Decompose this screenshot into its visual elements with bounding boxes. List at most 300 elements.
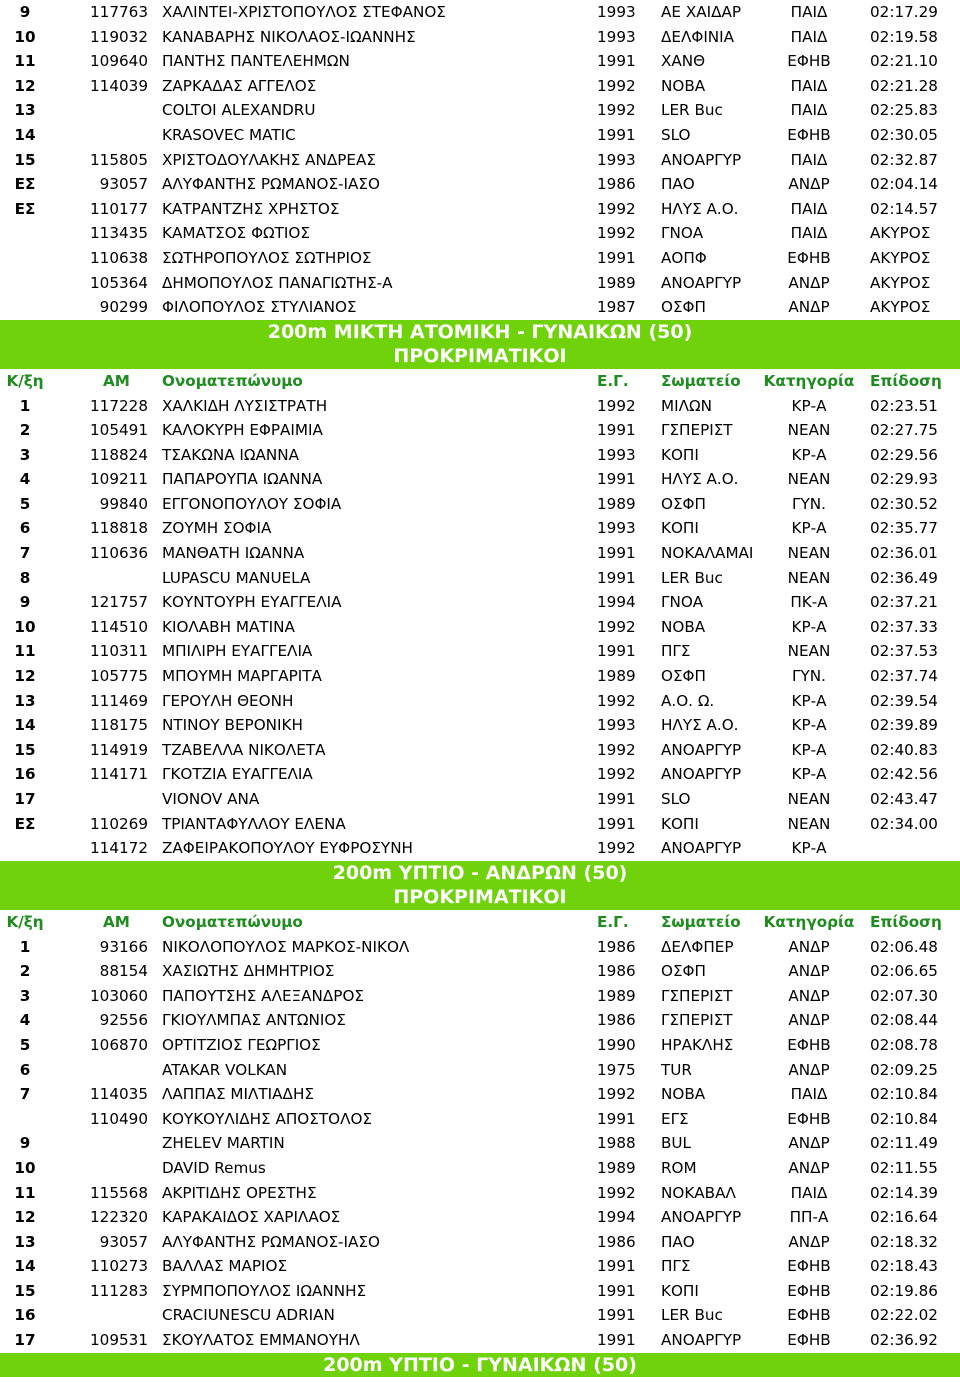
table-row — [0, 492, 960, 517]
cell-am: 93166 — [99, 937, 148, 956]
cell-am: 105491 — [90, 421, 148, 440]
cell-cat: ΕΦΗΒ — [787, 52, 831, 71]
cell-year: 1989 — [597, 273, 636, 292]
table-row — [0, 516, 960, 541]
cell-year: 1992 — [597, 1183, 636, 1202]
cell-am: 119032 — [90, 27, 148, 46]
cell-time: 02:18.32 — [870, 1232, 938, 1251]
cell-time: 02:39.54 — [870, 691, 938, 710]
section-2-subtitle: ΠΡΟΚΡΙΜΑΤΙΚΟΙ — [393, 886, 567, 909]
cell-club: ΟΣΦΠ — [661, 298, 706, 317]
section-1-subtitle: ΠΡΟΚΡΙΜΑΤΙΚΟΙ — [393, 345, 567, 368]
cell-club: ΠΑΟ — [661, 1232, 695, 1251]
cell-time: 02:10.84 — [870, 1085, 938, 1104]
cell-year: 1994 — [597, 593, 636, 612]
cell-cat: ΑΝΔΡ — [788, 1232, 830, 1251]
cell-rank: 7 — [19, 544, 31, 563]
cell-club: ΗΛΥΣ Α.Ο. — [661, 199, 739, 218]
cell-rank: 5 — [19, 494, 31, 513]
table-row — [0, 172, 960, 197]
cell-time: ΑΚΥΡΟΣ — [870, 273, 931, 292]
cell-time: 02:23.51 — [870, 396, 938, 415]
table-row — [0, 762, 960, 787]
cell-rank: 15 — [14, 1281, 36, 1300]
cell-time: 02:27.75 — [870, 421, 938, 440]
table-row — [0, 443, 960, 468]
cell-rank: ΕΣ — [14, 814, 36, 833]
col-am-header: ΑΜ — [103, 912, 130, 931]
cell-club: ΑΝΟΑΡΓΥΡ — [661, 740, 742, 759]
col-year-header: Ε.Γ. — [597, 912, 629, 931]
cell-time: 02:30.05 — [870, 125, 938, 144]
cell-time: 02:34.00 — [870, 814, 938, 833]
cell-cat: ΑΝΔΡ — [788, 962, 830, 981]
cell-rank: 3 — [19, 445, 31, 464]
cell-time: 02:08.78 — [870, 1035, 938, 1054]
cell-name: ΜΑΝΘΑΤΗ ΙΩΑΝΝΑ — [162, 544, 305, 563]
cell-year: 1992 — [597, 199, 636, 218]
cell-am: 117228 — [90, 396, 148, 415]
cell-rank: 17 — [14, 1331, 36, 1350]
cell-year: 1991 — [597, 1281, 636, 1300]
cell-am: 103060 — [90, 986, 148, 1005]
cell-cat: ΝΕΑΝ — [787, 568, 831, 587]
cell-time: 02:40.83 — [870, 740, 938, 759]
section-1-column-headers — [0, 369, 960, 394]
cell-year: 1991 — [597, 568, 636, 587]
cell-cat: ΚΡ-Α — [791, 519, 827, 538]
cell-rank: 8 — [19, 568, 31, 587]
cell-name: ΤΡΙΑΝΤΑΦΥΛΛΟΥ ΕΛΕΝΑ — [162, 814, 346, 833]
cell-name: ΓΚΟΤΖΙΑ ΕΥΑΓΓΕΛΙΑ — [162, 765, 313, 784]
table-row — [0, 984, 960, 1009]
cell-time: 02:06.48 — [870, 937, 938, 956]
cell-year: 1991 — [597, 814, 636, 833]
cell-time: 02:11.55 — [870, 1158, 938, 1177]
cell-name: ΚΑΡΑΚΑΙΔΟΣ ΧΑΡΙΛΑΟΣ — [162, 1208, 341, 1227]
cell-club: ΟΣΦΠ — [661, 667, 706, 686]
cell-rank: ΕΣ — [14, 175, 36, 194]
cell-rank: 9 — [19, 1134, 31, 1153]
cell-cat: ΑΝΔΡ — [788, 175, 830, 194]
cell-club: ΑΝΟΑΡΓΥΡ — [661, 1208, 742, 1227]
cell-rank: 10 — [14, 617, 36, 636]
cell-name: ΧΑΛΚΙΔΗ ΛΥΣΙΣΤΡΑΤΗ — [162, 396, 328, 415]
cell-year: 1988 — [597, 1134, 636, 1153]
table-row — [0, 197, 960, 222]
cell-am: 105364 — [90, 273, 148, 292]
cell-am: 118824 — [90, 445, 148, 464]
cell-club: ΠΑΟ — [661, 175, 695, 194]
cell-time: 02:06.65 — [870, 962, 938, 981]
cell-year: 1989 — [597, 1158, 636, 1177]
cell-year: 1993 — [597, 519, 636, 538]
cell-club: ΑΝΟΑΡΓΥΡ — [661, 1331, 742, 1350]
cell-club: ΝΟΒΑ — [661, 617, 706, 636]
cell-cat: ΠΑΙΔ — [790, 76, 828, 95]
cell-name: LUPASCU MANUELA — [162, 568, 311, 587]
table-row — [0, 394, 960, 419]
table-row — [0, 935, 960, 960]
cell-name: ΜΠΟΥΜΗ ΜΑΡΓΑΡΙΤΑ — [162, 667, 322, 686]
cell-club: ΟΣΦΠ — [661, 962, 706, 981]
cell-am: 88154 — [99, 962, 148, 981]
cell-rank: 12 — [14, 76, 36, 95]
cell-time: 02:37.33 — [870, 617, 938, 636]
table-row — [0, 25, 960, 50]
cell-club: ΕΓΣ — [661, 1109, 689, 1128]
cell-name: ΛΑΠΠΑΣ ΜΙΛΤΙΑΔΗΣ — [162, 1085, 314, 1104]
cell-year: 1987 — [597, 298, 636, 317]
cell-year: 1993 — [597, 716, 636, 735]
cell-cat: ΝΕΑΝ — [787, 790, 831, 808]
cell-year: 1992 — [597, 839, 636, 858]
cell-cat: ΠΑΙΔ — [790, 27, 828, 46]
cell-year: 1991 — [597, 470, 636, 489]
col-club-header: Σωματείο — [661, 912, 741, 931]
table-row — [0, 1254, 960, 1279]
cell-time: 02:36.92 — [870, 1331, 938, 1350]
table-row — [0, 1230, 960, 1255]
cell-cat: ΚΡ-Α — [791, 617, 827, 636]
cell-club: ΑΟΠΦ — [661, 248, 707, 267]
table-row — [0, 295, 960, 320]
cell-am: 114039 — [90, 76, 148, 95]
cell-am: 117763 — [90, 3, 148, 21]
cell-club: ΓΣΠΕΡΙΣΤ — [661, 986, 733, 1005]
cell-rank: 5 — [19, 1035, 31, 1054]
cell-time: 02:36.49 — [870, 568, 938, 587]
cell-time: 02:22.02 — [870, 1306, 938, 1325]
cell-rank: 4 — [19, 1011, 31, 1030]
cell-club: ΗΛΥΣ Α.Ο. — [661, 716, 739, 735]
cell-year: 1991 — [597, 1331, 636, 1350]
cell-rank: 15 — [14, 150, 36, 169]
table-row — [0, 467, 960, 492]
cell-rank: 7 — [19, 1085, 31, 1104]
cell-am: 105775 — [90, 667, 148, 686]
cell-am: 99840 — [99, 494, 148, 513]
cell-am: 122320 — [90, 1208, 148, 1227]
cell-name: ΚΑΜΑΤΣΟΣ ΦΩΤΙΟΣ — [162, 224, 310, 243]
cell-name: KRASOVEC MATIC — [162, 125, 296, 144]
cell-name: ΣΚΟΥΛΑΤΟΣ ΕΜΜΑΝΟΥΗΛ — [162, 1331, 360, 1350]
cell-rank: 14 — [14, 716, 36, 735]
cell-cat: ΓΥΝ. — [792, 494, 826, 513]
cell-club: ΗΛΥΣ Α.Ο. — [661, 470, 739, 489]
cell-rank: 6 — [19, 519, 31, 538]
section-1-title: 200m ΜΙΚΤΗ ΑΤΟΜΙΚΗ - ΓΥΝΑΙΚΩΝ (50) — [267, 320, 693, 343]
cell-year: 1989 — [597, 986, 636, 1005]
cell-rank: 12 — [14, 1208, 36, 1227]
cell-name: ΑΛΥΦΑΝΤΗΣ ΡΩΜΑΝΟΣ-ΙΑΣΟ — [162, 175, 380, 194]
cell-am: 114171 — [90, 765, 148, 784]
col-name-header: Ονοματεπώνυμο — [162, 371, 303, 390]
cell-cat: ΠΚ-Α — [790, 593, 828, 612]
table-row — [0, 418, 960, 443]
col-cat-header: Κατηγορία — [763, 912, 855, 931]
cell-year: 1991 — [597, 1306, 636, 1325]
cell-name: ΚΑΛΟΚΥΡΗ ΕΦΡΑΙΜΙΑ — [162, 421, 323, 440]
section-2-header — [0, 861, 960, 910]
table-row — [0, 836, 960, 861]
cell-club: SLO — [661, 790, 691, 808]
table-row — [0, 1303, 960, 1328]
cell-year: 1992 — [597, 691, 636, 710]
table-row — [0, 959, 960, 984]
cell-time: 02:18.43 — [870, 1257, 938, 1276]
cell-am: 110177 — [90, 199, 148, 218]
col-rank-header: Κ/ξη — [6, 912, 44, 931]
cell-time: 02:21.10 — [870, 52, 938, 71]
cell-name: ΣΩΤΗΡΟΠΟΥΛΟΣ ΣΩΤΗΡΙΟΣ — [162, 248, 372, 267]
table-row — [0, 1008, 960, 1033]
cell-rank: 17 — [14, 790, 36, 808]
cell-year: 1986 — [597, 1232, 636, 1251]
table-row — [0, 566, 960, 591]
cell-am: 109640 — [90, 52, 148, 71]
cell-club: ΜΙΛΩΝ — [661, 396, 712, 415]
cell-rank: 13 — [14, 691, 36, 710]
cell-club: TUR — [661, 1060, 692, 1079]
cell-am: 93057 — [99, 1232, 148, 1251]
table-row — [0, 148, 960, 173]
cell-am: 111469 — [90, 691, 148, 710]
col-time-header: Επίδοση — [870, 912, 942, 931]
cell-am: 114172 — [90, 839, 148, 858]
section-2-results — [0, 935, 960, 1353]
cell-time: 02:36.01 — [870, 544, 938, 563]
table-row — [0, 49, 960, 74]
cell-time: 02:11.49 — [870, 1134, 938, 1153]
cell-year: 1991 — [597, 1109, 636, 1128]
cell-rank: 11 — [14, 1183, 36, 1202]
cell-rank: 16 — [14, 1306, 36, 1325]
table-row — [0, 787, 960, 812]
cell-cat: ΠΑΙΔ — [790, 1085, 828, 1104]
cell-name: ΒΑΛΛΑΣ ΜΑΡΙΟΣ — [162, 1257, 288, 1276]
cell-club: ΝΟΒΑ — [661, 1085, 706, 1104]
cell-am: 118175 — [90, 716, 148, 735]
cell-am: 93057 — [99, 175, 148, 194]
cell-time: ΑΚΥΡΟΣ — [870, 248, 931, 267]
table-row — [0, 664, 960, 689]
cell-cat: ΑΝΔΡ — [788, 937, 830, 956]
table-row — [0, 639, 960, 664]
table-row — [0, 98, 960, 123]
cell-time: 02:19.86 — [870, 1281, 938, 1300]
cell-cat: ΝΕΑΝ — [787, 544, 831, 563]
cell-club: ΑΝΟΑΡΓΥΡ — [661, 839, 742, 858]
table-row — [0, 541, 960, 566]
cell-year: 1993 — [597, 150, 636, 169]
cell-name: DAVID Remus — [162, 1158, 266, 1177]
cell-time: 02:08.44 — [870, 1011, 938, 1030]
cell-am: 113435 — [90, 224, 148, 243]
cell-cat: ΝΕΑΝ — [787, 642, 831, 661]
cell-cat: ΕΦΗΒ — [787, 1331, 831, 1350]
cell-cat: ΚΡ-Α — [791, 716, 827, 735]
cell-time: 02:17.29 — [870, 3, 938, 21]
cell-year: 1992 — [597, 1085, 636, 1104]
cell-year: 1991 — [597, 125, 636, 144]
cell-am: 114510 — [90, 617, 148, 636]
section-3-title: 200m ΥΠΤΙΟ - ΓΥΝΑΙΚΩΝ (50) — [323, 1353, 637, 1376]
cell-club: ΓΣΠΕΡΙΣΤ — [661, 421, 733, 440]
cell-time: 02:07.30 — [870, 986, 938, 1005]
cell-club: ΟΣΦΠ — [661, 494, 706, 513]
cell-time: 02:37.74 — [870, 667, 938, 686]
table-row — [0, 1131, 960, 1156]
cell-year: 1992 — [597, 101, 636, 120]
table-row — [0, 738, 960, 763]
cell-rank: 1 — [19, 396, 31, 415]
cell-time: 02:14.39 — [870, 1183, 938, 1202]
cell-rank: 10 — [14, 27, 36, 46]
cell-am: 110638 — [90, 248, 148, 267]
cell-cat: ΝΕΑΝ — [787, 814, 831, 833]
cell-name: ΖΟΥΜΗ ΣΟΦΙΑ — [162, 519, 272, 538]
table-row — [0, 1058, 960, 1083]
cell-am: 109531 — [90, 1331, 148, 1350]
cell-am: 110269 — [90, 814, 148, 833]
cell-cat: ΠΑΙΔ — [790, 101, 828, 120]
cell-year: 1991 — [597, 248, 636, 267]
cell-name: ΚΟΥΝΤΟΥΡΗ ΕΥΑΓΓΕΛΙΑ — [162, 593, 342, 612]
cell-year: 1986 — [597, 937, 636, 956]
cell-year: 1993 — [597, 3, 636, 21]
cell-time: 02:42.56 — [870, 765, 938, 784]
cell-name: ΖΑΡΚΑΔΑΣ ΑΓΓΕΛΟΣ — [162, 76, 317, 95]
cell-club: ΑΝΟΑΡΓΥΡ — [661, 765, 742, 784]
cell-club: ΓΣΠΕΡΙΣΤ — [661, 1011, 733, 1030]
cell-club: LER Buc — [661, 568, 723, 587]
cell-name: ΜΠΙΛΙΡΗ ΕΥΑΓΓΕΛΙΑ — [162, 642, 313, 661]
cell-club: ΝΟΚΑΛΑΜΑΙ — [661, 544, 754, 563]
cell-am: 121757 — [90, 593, 148, 612]
cell-rank: 12 — [14, 667, 36, 686]
cell-cat: ΑΝΔΡ — [788, 1158, 830, 1177]
cell-cat: ΑΝΔΡ — [788, 1134, 830, 1153]
cell-time: 02:25.83 — [870, 101, 938, 120]
cell-club: ΝΟΒΑ — [661, 76, 706, 95]
cell-rank: 2 — [19, 421, 31, 440]
cell-name: ΝΙΚΟΛΟΠΟΥΛΟΣ ΜΑΡΚΟΣ-ΝΙΚΟΛ — [162, 937, 410, 956]
table-row — [0, 1156, 960, 1181]
cell-rank: 16 — [14, 765, 36, 784]
cell-cat: ΕΦΗΒ — [787, 1281, 831, 1300]
cell-time: 02:39.89 — [870, 716, 938, 735]
cell-cat: ΠΑΙΔ — [790, 224, 828, 243]
cell-cat: ΑΝΔΡ — [788, 1011, 830, 1030]
section-1-results — [0, 394, 960, 861]
cell-rank: ΕΣ — [14, 199, 36, 218]
cell-name: ΚΟΥΚΟΥΛΙΔΗΣ ΑΠΟΣΤΟΛΟΣ — [162, 1109, 373, 1128]
cell-club: ΚΟΠΙ — [661, 814, 699, 833]
cell-rank: 14 — [14, 1257, 36, 1276]
cell-rank: 15 — [14, 740, 36, 759]
cell-rank: 13 — [14, 101, 36, 120]
cell-cat: ΓΥΝ. — [792, 667, 826, 686]
cell-club: ΗΡΑΚΛΗΣ — [661, 1035, 734, 1054]
col-club-header: Σωματείο — [661, 371, 741, 390]
cell-rank: 11 — [14, 52, 36, 71]
cell-am: 110273 — [90, 1257, 148, 1276]
cell-am: 110311 — [90, 642, 148, 661]
table-row — [0, 271, 960, 296]
cell-name: ΚΙΟΛΑΒΗ ΜΑΤΙΝΑ — [162, 617, 295, 636]
cell-time: 02:21.28 — [870, 76, 938, 95]
cell-name: ΚΑΝΑΒΑΡΗΣ ΝΙΚΟΛΑΟΣ-ΙΩΑΝΝΗΣ — [162, 27, 416, 46]
cell-time: 02:09.25 — [870, 1060, 938, 1079]
cell-cat: ΕΦΗΒ — [787, 1257, 831, 1276]
cell-name: CRACIUNESCU ADRIAN — [162, 1306, 335, 1325]
cell-club: ΠΓΣ — [661, 1257, 691, 1276]
cell-cat: ΕΦΗΒ — [787, 1109, 831, 1128]
cell-name: ΣΥΡΜΠΟΠΟΥΛΟΣ ΙΩΑΝΝΗΣ — [162, 1281, 367, 1300]
cell-time: 02:29.56 — [870, 445, 938, 464]
cell-name: ΧΑΣΙΩΤΗΣ ΔΗΜΗΤΡΙΟΣ — [162, 962, 335, 981]
table-row — [0, 713, 960, 738]
cell-cat: ΝΕΑΝ — [787, 470, 831, 489]
cell-time: ΑΚΥΡΟΣ — [870, 298, 931, 317]
cell-year: 1986 — [597, 1011, 636, 1030]
table-row — [0, 0, 960, 25]
cell-year: 1991 — [597, 1257, 636, 1276]
cell-year: 1991 — [597, 544, 636, 563]
cell-time: 02:37.53 — [870, 642, 938, 661]
cell-name: ΧΑΛΙΝΤΕΙ-ΧΡΙΣΤΟΠΟΥΛΟΣ ΣΤΕΦΑΝΟΣ — [162, 3, 446, 21]
cell-year: 1993 — [597, 445, 636, 464]
cell-name: ΚΑΤΡΑΝΤΖΗΣ ΧΡΗΣΤΟΣ — [162, 199, 340, 218]
cell-club: BUL — [661, 1134, 691, 1153]
cell-name: ΤΖΑΒΕΛΛΑ ΝΙΚΟΛΕΤΑ — [162, 740, 326, 759]
cell-club: Α.Ο. Ω. — [661, 691, 715, 710]
table-row — [0, 1107, 960, 1132]
cell-name: ATAKAR VOLKAN — [162, 1060, 288, 1079]
cell-club: ΠΓΣ — [661, 642, 691, 661]
cell-club: LER Buc — [661, 101, 723, 120]
cell-club: LER Buc — [661, 1306, 723, 1325]
cell-cat: ΠΠ-Α — [789, 1208, 829, 1227]
col-time-header: Επίδοση — [870, 371, 942, 390]
cell-club: ΓΝΟΑ — [661, 224, 704, 243]
cell-am: 114035 — [90, 1085, 148, 1104]
cell-time: 02:35.77 — [870, 519, 938, 538]
cell-year: 1992 — [597, 765, 636, 784]
cell-name: ΦΙΛΟΠΟΥΛΟΣ ΣΤΥΛΙΑΝΟΣ — [162, 298, 357, 317]
cell-name: VIONOV ANA — [162, 790, 260, 808]
cell-name: ΑΛΥΦΑΝΤΗΣ ΡΩΜΑΝΟΣ-ΙΑΣΟ — [162, 1232, 380, 1251]
cell-cat: ΠΑΙΔ — [790, 1183, 828, 1202]
cell-year: 1990 — [597, 1035, 636, 1054]
cell-year: 1993 — [597, 27, 636, 46]
col-rank-header: Κ/ξη — [6, 371, 44, 390]
cell-cat: ΑΝΔΡ — [788, 298, 830, 317]
col-year-header: Ε.Γ. — [597, 371, 629, 390]
cell-rank: 13 — [14, 1232, 36, 1251]
cell-time: 02:29.93 — [870, 470, 938, 489]
cell-name: ΕΓΓΟΝΟΠΟΥΛΟΥ ΣΟΦΙΑ — [162, 494, 342, 513]
cell-time: 02:14.57 — [870, 199, 938, 218]
cell-cat: ΝΕΑΝ — [787, 421, 831, 440]
table-row — [0, 615, 960, 640]
cell-year: 1986 — [597, 175, 636, 194]
cell-club: ΔΕΛΦΠΕΡ — [661, 937, 734, 956]
cell-rank: 10 — [14, 1158, 36, 1177]
table-row — [0, 221, 960, 246]
cell-rank: 1 — [19, 937, 31, 956]
